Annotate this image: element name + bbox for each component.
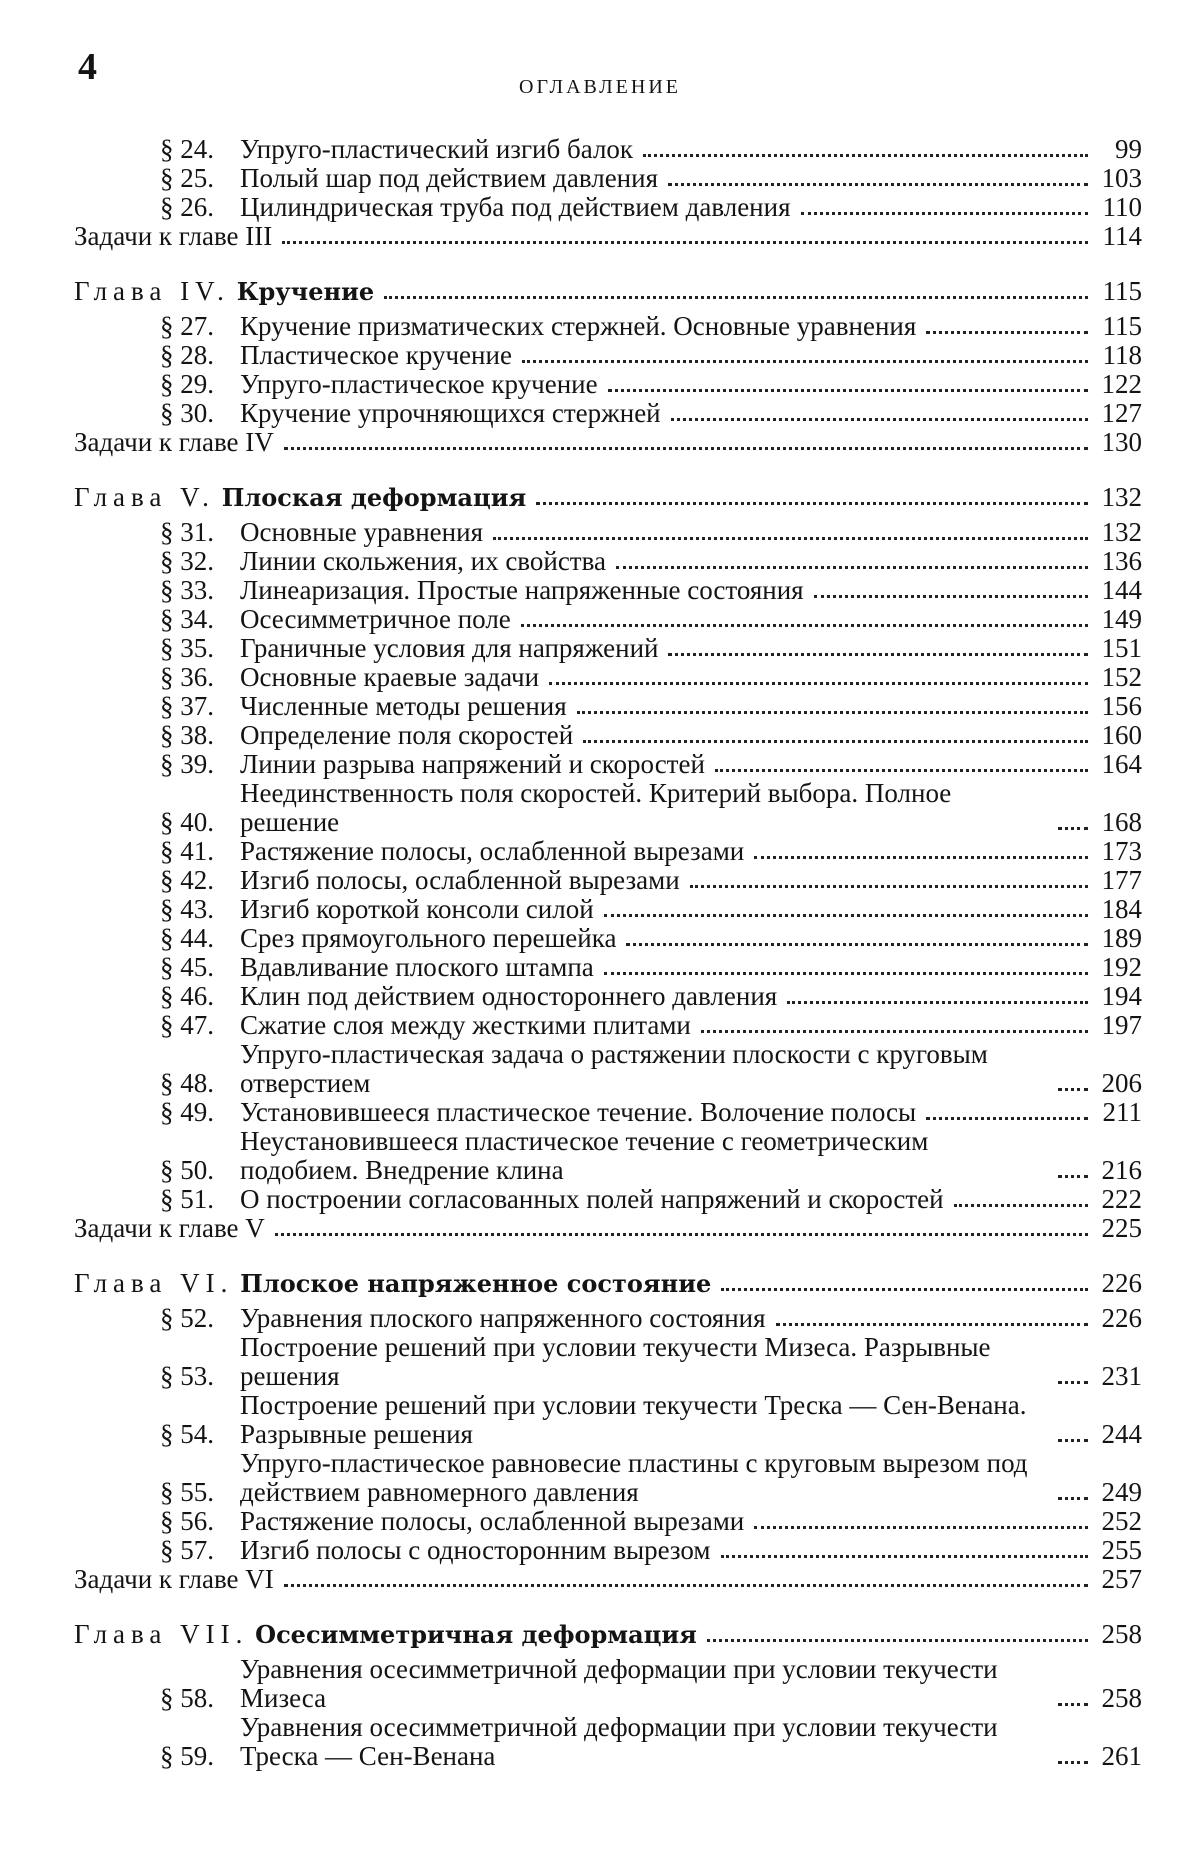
page-ref: 244	[1101, 1419, 1142, 1449]
page-ref: 206	[1101, 1068, 1142, 1098]
section-title: Основные краевые задачи	[240, 662, 540, 692]
section-title: Сжатие слоя между жесткими плитами	[240, 1010, 691, 1040]
page-ref: 130	[1101, 427, 1142, 457]
page-ref: 257	[1101, 1564, 1142, 1594]
dot-leader	[522, 360, 1088, 363]
section-number: § 55.	[160, 1477, 214, 1507]
section-number: § 54.	[160, 1419, 214, 1449]
dot-leader	[787, 1001, 1088, 1004]
dot-leader	[608, 389, 1088, 392]
section-number: § 38.	[160, 720, 214, 750]
toc-section	[160, 779, 1142, 837]
toc-section	[160, 193, 1142, 222]
dot-leader	[801, 212, 1089, 215]
toc-section	[160, 518, 1142, 547]
dot-leader	[926, 331, 1088, 334]
section-number: § 56.	[160, 1506, 214, 1536]
toc-section	[160, 605, 1142, 634]
page-ref: 110	[1102, 192, 1142, 222]
page-ref: 132	[1101, 517, 1142, 547]
section-title: Изгиб полосы с односторонним вырезом	[240, 1535, 711, 1565]
section-number: § 48.	[160, 1068, 214, 1098]
page-ref: 249	[1101, 1477, 1142, 1507]
toc-section	[160, 370, 1142, 399]
dot-leader	[604, 914, 1088, 917]
section-title: Граничные условия для напряжений	[240, 633, 659, 663]
section-title: Осесимметричное поле	[240, 604, 511, 634]
section-title: Растяжение полосы, ослабленной вырезами	[240, 1506, 745, 1536]
page-ref: 261	[1101, 1741, 1142, 1771]
page-ref: 144	[1101, 575, 1142, 605]
problems-title: Задачи к главе III	[74, 221, 273, 251]
section-title: Линии скольжения, их свойства	[240, 546, 606, 576]
section-title: Линии разрыва напряжений и скоростей	[240, 749, 705, 779]
section-number: § 30.	[160, 398, 214, 428]
toc-section	[160, 866, 1142, 895]
dot-leader	[1058, 827, 1088, 830]
section-number: § 24.	[160, 134, 214, 164]
toc-chapter	[74, 483, 1142, 512]
section-title: Упруго-пластическая задача о растяжении плоскости с круговым отверстием	[240, 1039, 988, 1098]
toc-section	[160, 135, 1142, 164]
chapter-label: Глава V.	[74, 482, 215, 512]
page-ref: 258	[1101, 1619, 1142, 1649]
section-number: § 41.	[160, 836, 214, 866]
dot-leader	[1058, 1703, 1088, 1706]
page-ref: 173	[1101, 836, 1142, 866]
section-number: § 52.	[160, 1303, 214, 1333]
page-ref: 132	[1101, 482, 1142, 512]
dot-leader	[721, 1288, 1088, 1291]
section-number: § 40.	[160, 807, 214, 837]
page-ref: 231	[1101, 1361, 1142, 1391]
page-ref: 114	[1102, 221, 1142, 251]
section-number: § 33.	[160, 575, 214, 605]
section-title: Полый шар под действием давления	[240, 163, 658, 193]
dot-leader	[707, 1639, 1088, 1642]
dot-leader	[1058, 1381, 1088, 1384]
dot-leader	[282, 241, 1088, 244]
section-number: § 59.	[160, 1741, 214, 1771]
dot-leader	[275, 1233, 1088, 1236]
dot-leader	[616, 566, 1088, 569]
toc-section	[160, 1655, 1142, 1713]
section-title: Срез прямоугольного перешейка	[240, 923, 617, 953]
dot-leader	[284, 1584, 1088, 1587]
page-ref: 226	[1101, 1268, 1142, 1298]
problems-title: Задачи к главе V	[74, 1213, 265, 1243]
toc-section	[160, 399, 1142, 428]
toc-chapter	[74, 1269, 1142, 1298]
dot-leader	[583, 740, 1088, 743]
page-number: 4	[78, 46, 97, 88]
page-ref: 152	[1101, 662, 1142, 692]
section-number: § 26.	[160, 192, 214, 222]
section-title: Изгиб короткой консоли силой	[240, 894, 594, 924]
toc-section	[160, 1185, 1142, 1214]
toc-section	[160, 634, 1142, 663]
section-number: § 43.	[160, 894, 214, 924]
dot-leader	[668, 183, 1088, 186]
toc-section	[160, 312, 1142, 341]
section-title: Уравнения осесимметричной деформации при условии текучести Мизеса	[240, 1654, 998, 1713]
toc-section	[160, 750, 1142, 779]
section-title: Построение решений при условии текучести Мизеса. Разрывные решения	[240, 1332, 991, 1391]
dot-leader	[1058, 1088, 1088, 1091]
page-ref: 156	[1101, 691, 1142, 721]
dot-leader	[536, 502, 1088, 505]
page-ref: 226	[1101, 1303, 1142, 1333]
toc-section	[160, 1536, 1142, 1565]
section-title: Кручение призматических стержней. Основные уравнения	[240, 311, 917, 341]
chapter-title: Осесимметричная деформация	[255, 1620, 697, 1649]
toc-section	[160, 164, 1142, 193]
section-number: § 42.	[160, 865, 214, 895]
dot-leader	[754, 856, 1088, 859]
section-number: § 53.	[160, 1361, 214, 1391]
toc-section	[160, 982, 1142, 1011]
section-number: § 58.	[160, 1683, 214, 1713]
dot-leader	[549, 682, 1088, 685]
dot-leader	[690, 885, 1088, 888]
section-title: Неединственность поля скоростей. Критерий выбора. Полное решение	[240, 778, 952, 837]
toc-section	[160, 895, 1142, 924]
toc-section	[160, 1333, 1142, 1391]
dot-leader	[814, 595, 1088, 598]
section-number: § 45.	[160, 952, 214, 982]
page-ref: 151	[1101, 633, 1142, 663]
page-ref: 136	[1101, 546, 1142, 576]
toc-section	[160, 1391, 1142, 1449]
toc-section	[160, 663, 1142, 692]
page-ref: 222	[1101, 1184, 1142, 1214]
page-ref: 197	[1101, 1010, 1142, 1040]
toc-section	[160, 721, 1142, 750]
section-title: Численные методы решения	[240, 691, 567, 721]
section-title: Упруго-пластическое равновесие пластины с круговым вырезом под действием равномерного давления	[240, 1448, 1028, 1507]
problems-title: Задачи к главе IV	[74, 427, 274, 457]
section-title: Растяжение полосы, ослабленной вырезами	[240, 836, 745, 866]
page-ref: 216	[1101, 1155, 1142, 1185]
section-title: Неустановившееся пластическое течение с геометрическим подобием. Внедрение клина	[240, 1126, 929, 1185]
toc-section	[160, 1304, 1142, 1333]
section-number: § 27.	[160, 311, 214, 341]
page-ref: 252	[1101, 1506, 1142, 1536]
dot-leader	[1058, 1439, 1088, 1442]
page-ref: 127	[1101, 398, 1142, 428]
page-ref: 258	[1101, 1683, 1142, 1713]
dot-leader	[1058, 1497, 1088, 1500]
toc-section	[160, 1507, 1142, 1536]
toc-section	[160, 1011, 1142, 1040]
section-title: Основные уравнения	[240, 517, 483, 547]
section-number: § 36.	[160, 662, 214, 692]
toc-problems	[74, 428, 1142, 457]
section-number: § 51.	[160, 1184, 214, 1214]
table-of-contents	[0, 135, 1200, 1771]
section-title: Упруго-пластический изгиб балок	[240, 134, 634, 164]
toc-section	[160, 1098, 1142, 1127]
dot-leader	[671, 418, 1088, 421]
dot-leader	[384, 296, 1088, 299]
section-title: Упруго-пластическое кручение	[240, 369, 598, 399]
section-number: § 28.	[160, 340, 214, 370]
dot-leader	[715, 769, 1088, 772]
chapter-title: Плоское напряженное состояние	[240, 1269, 712, 1298]
section-title: Вдавливание плоского штампа	[240, 952, 594, 982]
dot-leader	[604, 972, 1088, 975]
toc-chapter	[74, 1620, 1142, 1649]
toc-section	[160, 1040, 1142, 1098]
section-number: § 47.	[160, 1010, 214, 1040]
section-number: § 39.	[160, 749, 214, 779]
dot-leader	[577, 711, 1088, 714]
section-number: § 34.	[160, 604, 214, 634]
dot-leader	[1058, 1761, 1088, 1764]
toc-problems	[74, 222, 1142, 251]
section-number: § 57.	[160, 1535, 214, 1565]
toc-section	[160, 924, 1142, 953]
toc-problems	[74, 1214, 1142, 1243]
page-ref: 149	[1101, 604, 1142, 634]
section-number: § 25.	[160, 163, 214, 193]
toc-section	[160, 1127, 1142, 1185]
chapter-title: Плоская деформация	[221, 483, 527, 512]
section-title: Линеаризация. Простые напряженные состояния	[240, 575, 804, 605]
dot-leader	[926, 1117, 1088, 1120]
toc-section	[160, 341, 1142, 370]
section-title: Клин под действием одностороннего давления	[240, 981, 778, 1011]
page-ref: 255	[1101, 1535, 1142, 1565]
dot-leader	[701, 1030, 1088, 1033]
page-ref: 211	[1102, 1097, 1142, 1127]
toc-section	[160, 837, 1142, 866]
dot-leader	[954, 1204, 1088, 1207]
section-number: § 35.	[160, 633, 214, 663]
toc-section	[160, 1713, 1142, 1771]
section-number: § 32.	[160, 546, 214, 576]
dot-leader	[668, 653, 1088, 656]
dot-leader	[493, 537, 1088, 540]
section-number: § 49.	[160, 1097, 214, 1127]
section-number: § 46.	[160, 981, 214, 1011]
running-head: ОГЛАВЛЕНИЕ	[519, 76, 681, 98]
page-ref: 99	[1115, 134, 1142, 164]
page-ref: 177	[1101, 865, 1142, 895]
problems-title: Задачи к главе VI	[74, 1564, 274, 1594]
section-number: § 31.	[160, 517, 214, 547]
toc-problems	[74, 1565, 1142, 1594]
page-ref: 184	[1101, 894, 1142, 924]
toc-section	[160, 953, 1142, 982]
section-title: О построении согласованных полей напряжений и скоростей	[240, 1184, 944, 1214]
dot-leader	[776, 1323, 1088, 1326]
section-title: Изгиб полосы, ослабленной вырезами	[240, 865, 680, 895]
section-title: Цилиндрическая труба под действием давления	[240, 192, 791, 222]
page-ref: 160	[1101, 720, 1142, 750]
page-ref: 192	[1101, 952, 1142, 982]
page-ref: 168	[1101, 807, 1142, 837]
toc-chapter	[74, 277, 1142, 306]
page-ref: 189	[1101, 923, 1142, 953]
section-title: Построение решений при условии текучести Треска — Сен-Венана. Разрывные решения	[240, 1390, 1027, 1449]
toc-section	[160, 692, 1142, 721]
section-title: Кручение упрочняющихся стержней	[240, 398, 661, 428]
chapter-label: Глава VI.	[74, 1268, 234, 1298]
page-ref: 225	[1101, 1213, 1142, 1243]
page-ref: 118	[1102, 340, 1142, 370]
section-number: § 29.	[160, 369, 214, 399]
chapter-label: Глава VII.	[74, 1619, 249, 1649]
page-ref: 164	[1101, 749, 1142, 779]
dot-leader	[284, 447, 1088, 450]
chapter-title: Кручение	[236, 277, 375, 306]
page-ref: 115	[1102, 276, 1142, 306]
section-title: Уравнения осесимметричной деформации при условии текучести Треска — Сен-Венана	[240, 1712, 998, 1771]
section-title: Установившееся пластическое течение. Волочение полосы	[240, 1097, 917, 1127]
dot-leader	[1058, 1175, 1088, 1178]
dot-leader	[754, 1526, 1088, 1529]
page-ref: 103	[1101, 163, 1142, 193]
toc-section	[160, 1449, 1142, 1507]
section-title: Определение поля скоростей	[240, 720, 574, 750]
section-number: § 37.	[160, 691, 214, 721]
dot-leader	[626, 943, 1088, 946]
dot-leader	[521, 624, 1088, 627]
chapter-label: Глава IV.	[74, 276, 230, 306]
dot-leader	[643, 154, 1088, 157]
section-number: § 50.	[160, 1155, 214, 1185]
toc-section	[160, 576, 1142, 605]
section-number: § 44.	[160, 923, 214, 953]
page-ref: 115	[1102, 311, 1142, 341]
section-title: Уравнения плоского напряженного состояния	[240, 1303, 766, 1333]
section-title: Пластическое кручение	[240, 340, 512, 370]
toc-section	[160, 547, 1142, 576]
dot-leader	[721, 1555, 1089, 1558]
page-ref: 194	[1101, 981, 1142, 1011]
page-ref: 122	[1101, 369, 1142, 399]
